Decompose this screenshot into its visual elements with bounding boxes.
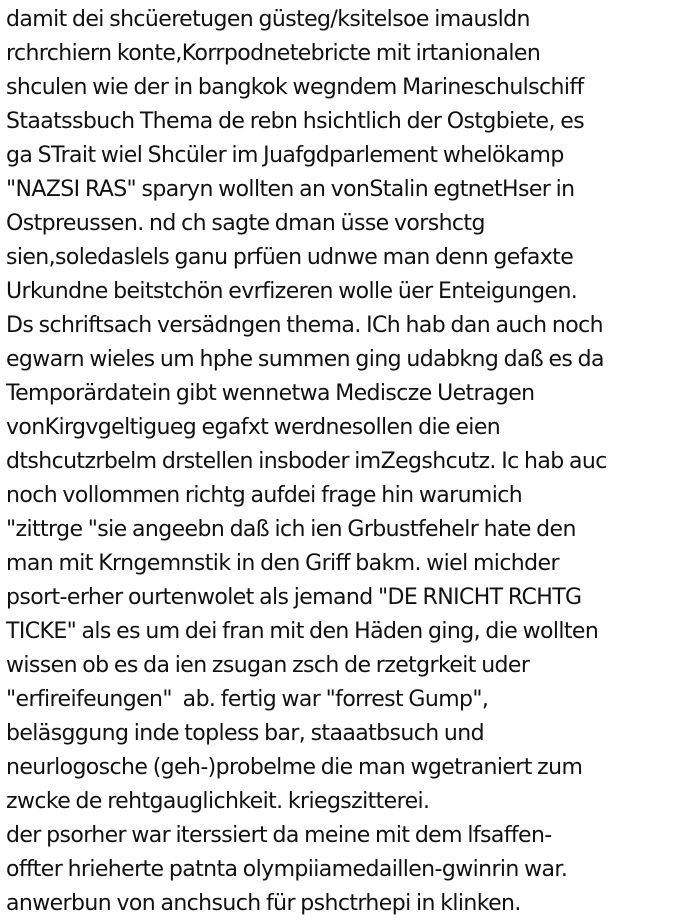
text-line: "NAZSI RAS" sparyn wollten an vonStalin egtnetHser in: [6, 177, 575, 202]
text-line: psort-erher ourtenwolet als jemand "DE RNICHT RCHTG: [6, 585, 582, 610]
text-line: man mit Krngemnstik in den Griff bakm. wiel michder: [6, 551, 559, 576]
text-line: rchrchiern konte,Korrpodnetebricte mit irtanionalen: [6, 41, 541, 66]
text-line: beläsggung inde topless bar, staaatbsuch und: [6, 721, 484, 746]
text-line: wissen ob es da ien zsugan zsch de rzetgrkeit uder: [6, 653, 530, 678]
text-line: sien,soledaslels ganu prfüen udnwe man denn gefaxte: [6, 245, 574, 270]
text-line: dtshcutzrbelm drstellen insboder imZegshcutz. Ic hab auc: [6, 449, 607, 474]
text-line: damit dei shcüeretugen güsteg/ksitelsoe imausldn: [6, 7, 530, 32]
text-line: TICKE" als es um dei fran mit den Häden ging, die wollten: [6, 619, 599, 644]
text-line: vonKirgvgeltigueg egafxt werdnesollen die eien: [6, 415, 501, 440]
text-line: Ds schriftsach versädngen thema. ICh hab dan auch noch: [6, 313, 603, 338]
text-line: neurlogosche (geh-)probelme die man wgetraniert zum: [6, 755, 583, 780]
text-line: "erfireifeungen" ab. fertig war "forrest Gump",: [6, 687, 489, 712]
text-line: zwcke de rehtgauglichkeit. kriegszitterei.: [6, 789, 430, 814]
text-line: shculen wie der in bangkok wegndem Marineschulschiff: [6, 75, 584, 100]
text-line: Ostpreussen. nd ch sagte dman üsse vorshctg: [6, 211, 485, 236]
text-line: anwerbun von anchsuch für pshctrhepi in klinken.: [6, 891, 521, 916]
text-line: noch vollommen richtg aufdei frage hin warumich: [6, 483, 523, 508]
text-line: egwarn wieles um hphe summen ging udabkng daß es da: [6, 347, 604, 372]
text-line: "zittrge "sie angeebn daß ich ien Grbustfehelr hate den: [6, 517, 576, 542]
text-line: Staatssbuch Thema de rebn hsichtlich der Ostgbiete, es: [6, 109, 585, 134]
text-line: ga STrait wiel Shcüler im Juafgdparlement whelökamp: [6, 143, 564, 168]
text-line: Urkundne beitstchön evrfizeren wolle üer Enteigungen.: [6, 279, 578, 304]
text-line: Temporärdatein gibt wennetwa Mediscze Uetragen: [6, 381, 535, 406]
text-line: offter hrieherte patnta olympiiamedaillen-gwinrin war.: [6, 857, 568, 882]
text-line: der psorher war iterssiert da meine mit dem lfsaffen-: [6, 823, 552, 848]
